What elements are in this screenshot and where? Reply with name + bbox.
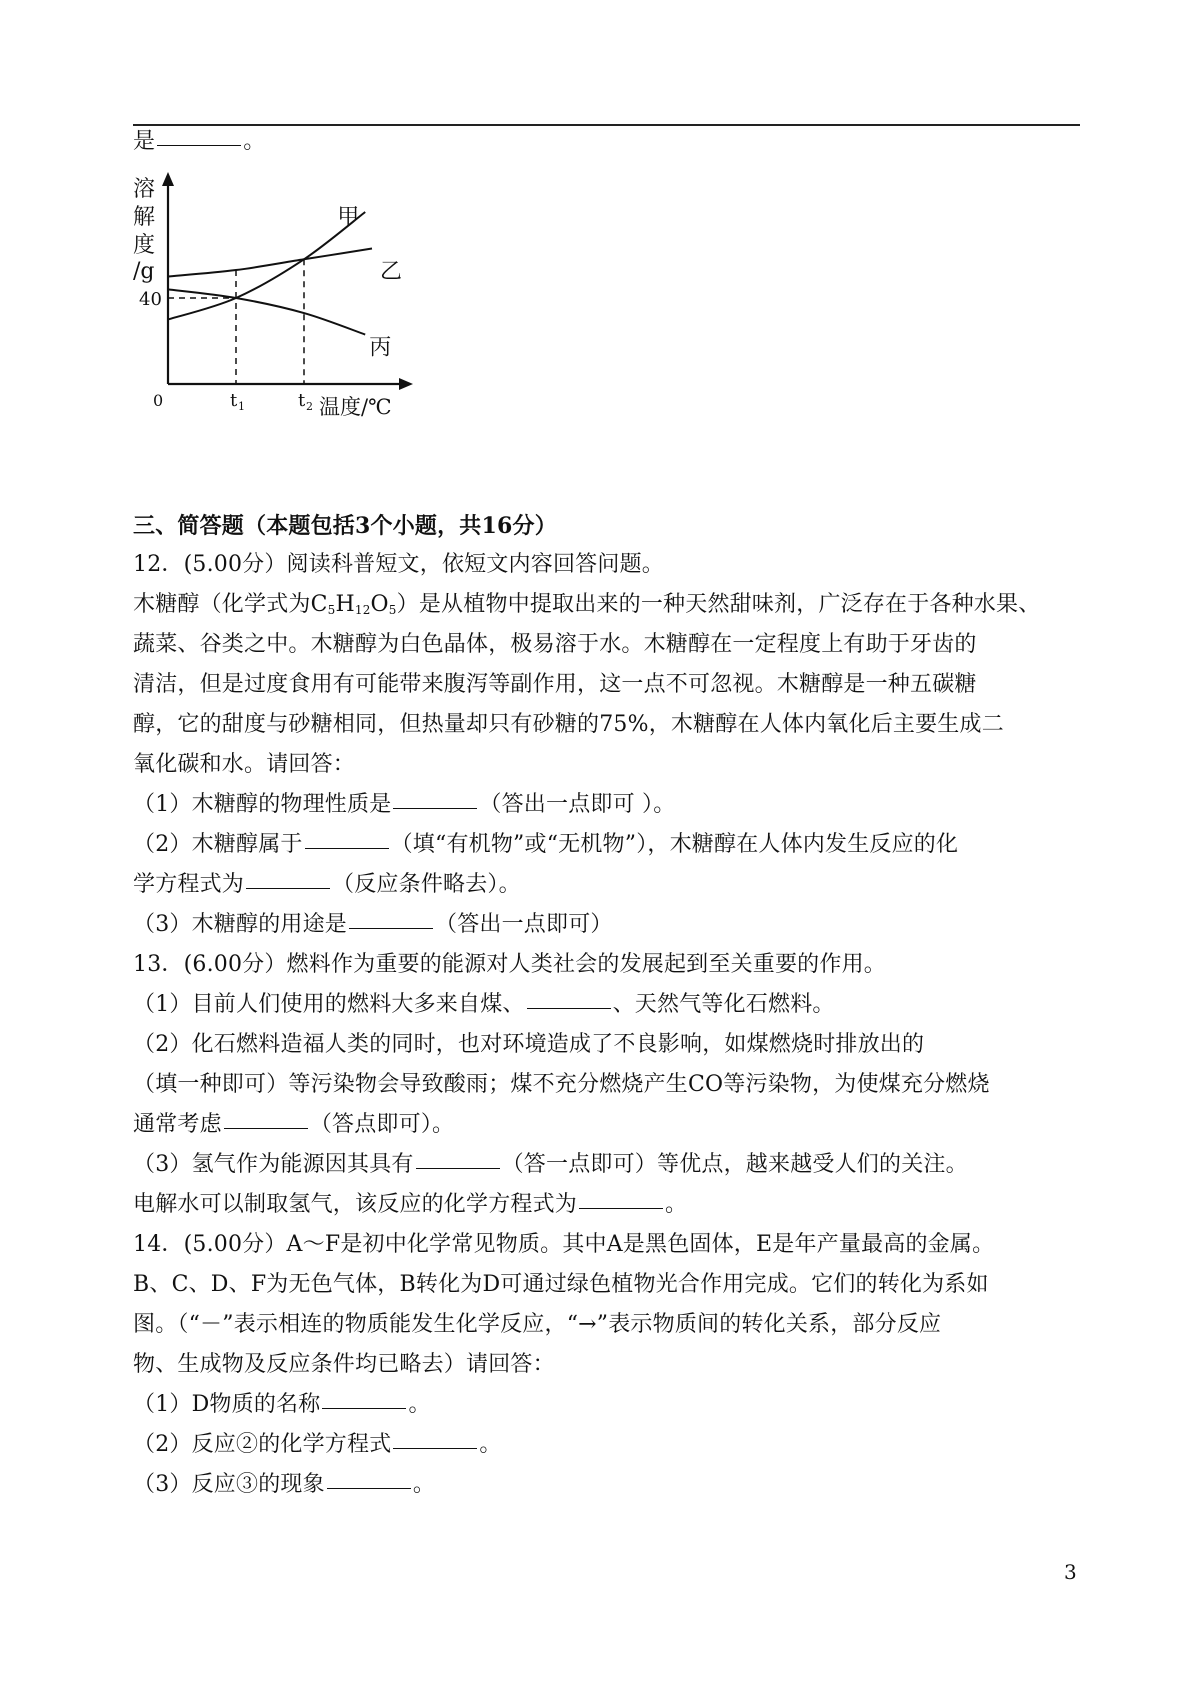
series-label-1: 甲 <box>337 205 360 230</box>
q13-answer-2: （2）化石燃料造福人类的同时，也对环境造成了不良影响，如煤燃烧时排放出的 <box>133 1032 925 1057</box>
q12-head: 12．(5.00分）阅读科普短文，依短文内容回答问题。 <box>133 552 664 577</box>
answer-blank[interactable] <box>349 927 433 929</box>
q13-answer-2-end: 通常考虑 （答点即可）。 <box>133 1112 455 1137</box>
answer-blank[interactable] <box>327 1487 411 1489</box>
q12-line-1: 木糖醇（化学式为$C_5H_{12}O_5$）是从植物中提取出来的一种天然甜味剂，广泛存在于各种水果、 <box>133 592 1041 617</box>
y-tick-40: 40 <box>139 289 162 310</box>
q14-line-2: B、C、D、F为无色气体，B转化为D可通过绿色植物光合作用完成。它们的转化为系如 <box>133 1272 989 1297</box>
q12-answer-3: （3）木糖醇的用途是 （答出一点即可） <box>133 912 613 937</box>
q12-line-2: 蔬菜、谷类之中。木糖醇为白色晶体，极易溶于水。木糖醇在一定程度上有助于牙齿的 <box>133 632 977 657</box>
section-title: 三、简答题（本题包括3个小题，共16分） <box>133 513 557 539</box>
q12-line-4: 醇，它的甜度与砂糖相同，但热量却只有砂糖的75%，木糖醇在人体内氧化后主要生成二 <box>133 712 1004 737</box>
q13-answer-2-cont: （填一种即可）等污染物会导致酸雨；煤不充分燃烧产生CO等污染物，为使煤充分燃烧 <box>133 1072 990 1097</box>
series-line-2 <box>168 249 372 277</box>
solubility-chart <box>133 172 433 434</box>
q12-answer-1: （1）木糖醇的物理性质是 （答出一点即可 ）。 <box>133 792 676 817</box>
y-axis-arrow <box>162 172 174 186</box>
answer-blank[interactable] <box>224 1127 308 1129</box>
answer-blank[interactable] <box>393 1447 477 1449</box>
q14-line-3: 图。（“－”表示相连的物质能发生化学反应，“→”表示物质间的转化关系，部分反应 <box>133 1312 942 1337</box>
answer-blank[interactable] <box>527 1007 611 1009</box>
series-label-2: 乙 <box>380 259 403 285</box>
q14-answer-3: （3）反应③的现象 。 <box>133 1472 436 1497</box>
answer-blank[interactable] <box>157 144 241 146</box>
series-label-3: 丙 <box>369 335 392 361</box>
q14-answer-2: （2）反应②的化学方程式 。 <box>133 1432 502 1457</box>
q13-answer-1: （1）目前人们使用的燃料大多来自煤、 、天然气等化石燃料。 <box>133 992 835 1017</box>
origin-label: 0 <box>153 391 164 410</box>
q12-line-5: 氧化碳和水。请回答： <box>133 752 356 777</box>
q12-answer-2-cont: 学方程式为 （反应条件略去）。 <box>133 872 521 897</box>
x-tick-t1: t <box>230 390 238 411</box>
x-tick-sub-2: 2 <box>306 400 313 413</box>
q14-line-4: 物、生成物及反应条件均已略去）请回答： <box>133 1352 555 1377</box>
q12-line-3: 清洁，但是过度食用有可能带来腹泻等副作用，这一点不可忽视。木糖醇是一种五碳糖 <box>133 672 977 697</box>
ylabel-2: 解 <box>133 205 156 230</box>
x-axis-arrow <box>399 378 413 390</box>
answer-blank[interactable] <box>579 1207 663 1209</box>
ylabel-1: 溶 <box>133 177 156 202</box>
q14-head: 14．(5.00分）A～F是初中化学常见物质。其中A是黑色固体，E是年产量最高的金属。 <box>133 1232 995 1257</box>
x-tick-t2: t <box>298 390 306 411</box>
page-number: 3 <box>1064 1560 1077 1584</box>
x-tick-sub-1: 1 <box>238 400 245 413</box>
q13-answer-3-cont: 电解水可以制取氢气，该反应的化学方程式为 。 <box>133 1192 688 1217</box>
q12-answer-2: （2）木糖醇属于 （填“有机物”或“无机物”），木糖醇在人体内发生反应的化 <box>133 832 959 857</box>
xlabel: 温度/℃ <box>319 395 392 419</box>
header-rule <box>133 124 1080 126</box>
answer-blank[interactable] <box>246 887 330 889</box>
answer-blank[interactable] <box>305 847 389 849</box>
answer-blank[interactable] <box>393 807 477 809</box>
answer-blank[interactable] <box>322 1407 406 1409</box>
ylabel-4: /g <box>133 259 155 284</box>
q13-answer-3: （3）氢气作为能源因其具有 （答一点即可）等优点，越来越受人们的关注。 <box>133 1152 968 1177</box>
q14-answer-1: （1）D物质的名称 。 <box>133 1392 431 1417</box>
top-line: 是 。 <box>133 129 266 154</box>
ylabel-3: 度 <box>133 233 156 258</box>
q13-head: 13．(6.00分）燃料作为重要的能源对人类社会的发展起到至关重要的作用。 <box>133 952 886 977</box>
answer-blank[interactable] <box>416 1167 500 1169</box>
